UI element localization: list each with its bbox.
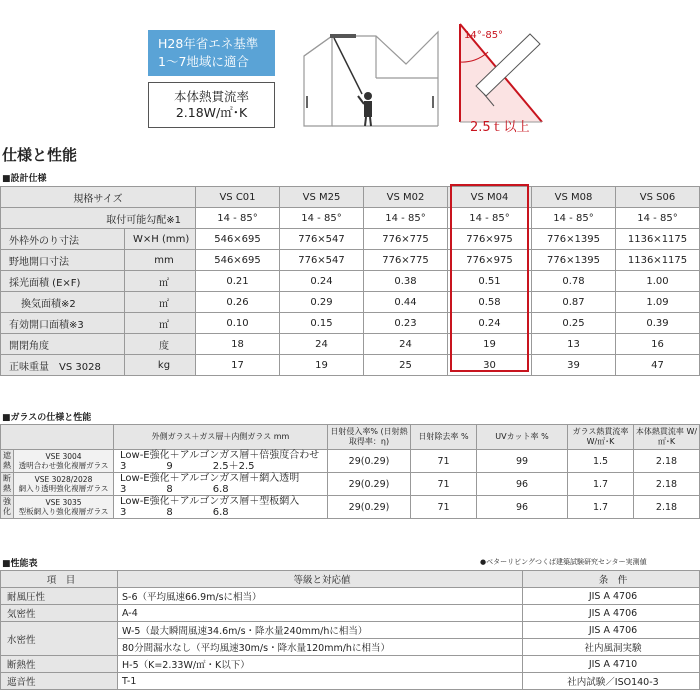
- table-row: [1, 450, 700, 473]
- value-cell: 1136×1175: [616, 250, 700, 271]
- value-cell: 71: [411, 450, 477, 473]
- model-cell: VS M04: [448, 187, 532, 208]
- glass-desc: 型板網入り強化複層ガラス: [18, 507, 109, 516]
- value-cell: 546×695: [196, 250, 280, 271]
- unit-cell: ㎡: [125, 292, 196, 313]
- glass-layers: Low-E強化＋アルゴンガス層＋型板網入: [120, 496, 300, 507]
- header-cell: 日射除去率 %: [411, 425, 477, 450]
- value-cell: 13: [532, 334, 616, 355]
- height-label: 2.5ｔ以上: [470, 120, 530, 135]
- glass-composition: [114, 496, 328, 519]
- table-row: [1, 656, 700, 673]
- glass-spec-table: [0, 424, 700, 519]
- value-cell: 19: [448, 334, 532, 355]
- energy-standard-badge: [148, 30, 275, 76]
- table-row: [1, 271, 700, 292]
- angle-label: 14°-85°: [464, 30, 504, 41]
- item-cell: 断熱性: [1, 656, 118, 673]
- side-label: 断熱: [1, 473, 14, 496]
- table-row: [1, 425, 700, 450]
- item-cell: 耐風圧性: [1, 588, 118, 605]
- table-row: [1, 473, 700, 496]
- glass-code: VSE 3035: [45, 498, 82, 507]
- header-cell: UVカット率 %: [477, 425, 568, 450]
- value-cell: 0.38: [364, 271, 448, 292]
- condition-cell: JIS A 4706: [523, 605, 700, 622]
- value-cell: 0.25: [532, 313, 616, 334]
- value-cell: 1.00: [616, 271, 700, 292]
- unit-cell: 度: [125, 334, 196, 355]
- value-cell: 1136×1175: [616, 229, 700, 250]
- glass-desc: 網入り透明強化複層ガラス: [18, 484, 109, 493]
- condition-cell: JIS A 4710: [523, 656, 700, 673]
- value-cell: 1.7: [568, 473, 634, 496]
- value-cell: 776×1395: [532, 250, 616, 271]
- model-cell: VS M02: [364, 187, 448, 208]
- row-label: 換気面積※2: [1, 292, 125, 313]
- row-label: 外枠外のり寸法: [1, 229, 125, 250]
- header-cell: 本体熱貫流率 W/㎡･K: [634, 425, 700, 450]
- value-cell: 0.87: [532, 292, 616, 313]
- glass-name: [14, 496, 114, 519]
- item-cell: 水密性: [1, 622, 118, 656]
- table-row: [1, 208, 700, 229]
- value-cell: 14 - 85°: [616, 208, 700, 229]
- value-cell: 19: [280, 355, 364, 376]
- value-cell: 96: [477, 473, 568, 496]
- model-cell: VS C01: [196, 187, 280, 208]
- table-row: [1, 588, 700, 605]
- condition-cell: 社内風洞実験: [523, 639, 700, 656]
- grade-cell: S-6（平均風速66.9m/sに相当）: [118, 588, 523, 605]
- value-cell: 30: [448, 355, 532, 376]
- value-cell: 14 - 85°: [364, 208, 448, 229]
- value-cell: 14 - 85°: [280, 208, 364, 229]
- value-cell: 18: [196, 334, 280, 355]
- performance-note: ●ベターリビングつくば建築試験研究センター実測値: [480, 558, 647, 566]
- grade-cell: W-5（最大瞬間風速34.6m/s・降水量240mm/hに相当）: [118, 622, 523, 639]
- value-cell: 776×775: [364, 229, 448, 250]
- value-cell: 0.29: [280, 292, 364, 313]
- value-cell: 0.44: [364, 292, 448, 313]
- value-cell: 47: [616, 355, 700, 376]
- value-cell: 14 - 85°: [532, 208, 616, 229]
- glass-desc: 透明合わせ強化複層ガラス: [18, 461, 109, 470]
- performance-table: [0, 570, 700, 690]
- row-label: 開閉角度: [1, 334, 125, 355]
- value-cell: 39: [532, 355, 616, 376]
- table-row: [1, 355, 700, 376]
- performance-title: ■性能表: [2, 559, 38, 569]
- value-cell: 776×547: [280, 229, 364, 250]
- value-cell: 25: [364, 355, 448, 376]
- section-title: 仕様と性能: [2, 146, 78, 164]
- value-cell: 29(0.29): [328, 496, 411, 519]
- unit-cell: kg: [125, 355, 196, 376]
- unit-cell: ㎡: [125, 271, 196, 292]
- value-cell: 1.09: [616, 292, 700, 313]
- value-cell: 776×975: [448, 250, 532, 271]
- value-cell: 0.21: [196, 271, 280, 292]
- value-cell: 0.39: [616, 313, 700, 334]
- table-row: [1, 622, 700, 639]
- glass-code: VSE 3028/2028: [34, 475, 93, 484]
- thermal-transmittance-box: [148, 82, 275, 128]
- header-cell: 条 件: [523, 571, 700, 588]
- row-label: 取付可能勾配※1: [1, 208, 196, 229]
- side-label: 強化: [1, 496, 14, 519]
- table-row: [1, 571, 700, 588]
- glass-layers: Low-E強化＋アルゴンガス層＋倍強度合わせ: [120, 450, 320, 461]
- condition-cell: JIS A 4706: [523, 622, 700, 639]
- glass-name: [14, 450, 114, 473]
- table-row: [1, 229, 700, 250]
- model-cell: VS M25: [280, 187, 364, 208]
- condition-cell: 社内試験／ISO140-3: [523, 673, 700, 690]
- value-cell: 16: [616, 334, 700, 355]
- row-label: 有効開口面積※3: [1, 313, 125, 334]
- value-cell: 0.58: [448, 292, 532, 313]
- glass-name: [14, 473, 114, 496]
- header-cell: 日射侵入率% (日射熱取得率：η): [328, 425, 411, 450]
- design-spec-title: ■設計仕様: [2, 174, 47, 184]
- glass-code: VSE 3004: [45, 452, 82, 461]
- glass-spec-title: ■ガラスの仕様と性能: [2, 413, 92, 423]
- unit-cell: W×H (mm): [125, 229, 196, 250]
- value-cell: 24: [280, 334, 364, 355]
- value-cell: 0.24: [280, 271, 364, 292]
- value-cell: 24: [364, 334, 448, 355]
- grade-cell: 80分間漏水なし（平均風速30m/s・降水量120mm/hに相当）: [118, 639, 523, 656]
- value-cell: 0.23: [364, 313, 448, 334]
- value-cell: 29(0.29): [328, 473, 411, 496]
- design-spec-table: [0, 186, 700, 376]
- value-cell: 99: [477, 450, 568, 473]
- glass-composition: [114, 473, 328, 496]
- glass-composition: [114, 450, 328, 473]
- value-cell: 0.10: [196, 313, 280, 334]
- table-row: [1, 250, 700, 271]
- header-cell: 項 目: [1, 571, 118, 588]
- value-cell: 0.26: [196, 292, 280, 313]
- value-cell: 776×547: [280, 250, 364, 271]
- row-label: 正味重量 VS 3028: [1, 355, 125, 376]
- value-cell: 2.18: [634, 473, 700, 496]
- value-cell: 0.15: [280, 313, 364, 334]
- value-cell: 776×1395: [532, 229, 616, 250]
- value-cell: 0.51: [448, 271, 532, 292]
- thermal-line-2: 2.18W/㎡･K: [175, 105, 248, 120]
- house-illustration: [296, 26, 446, 130]
- value-cell: 2.18: [634, 496, 700, 519]
- grade-cell: A-4: [118, 605, 523, 622]
- model-cell: VS M08: [532, 187, 616, 208]
- glass-layers: Low-E強化＋アルゴンガス層＋網入透明: [120, 473, 300, 484]
- grade-cell: T-1: [118, 673, 523, 690]
- thermal-line-1: 本体熱貫流率: [173, 89, 249, 104]
- value-cell: 776×775: [364, 250, 448, 271]
- table-row: [1, 334, 700, 355]
- header-cell: 外側ガラス＋ガス層＋内側ガラス mm: [114, 425, 328, 450]
- unit-cell: ㎡: [125, 313, 196, 334]
- value-cell: 1.7: [568, 496, 634, 519]
- row-label: 採光面積 (E×F): [1, 271, 125, 292]
- value-cell: 14 - 85°: [448, 208, 532, 229]
- value-cell: 29(0.29): [328, 450, 411, 473]
- value-cell: 0.78: [532, 271, 616, 292]
- row-label: 野地開口寸法: [1, 250, 125, 271]
- table-row: [1, 313, 700, 334]
- table-row: [1, 673, 700, 690]
- grade-cell: H-5（K=2.33W/㎡・K以下）: [118, 656, 523, 673]
- header-cell: 等級と対応値: [118, 571, 523, 588]
- glass-thickness: 3 8 6.8: [120, 484, 229, 495]
- table-row: [1, 496, 700, 519]
- value-cell: 546×695: [196, 229, 280, 250]
- value-cell: 17: [196, 355, 280, 376]
- table-row: [1, 292, 700, 313]
- glass-thickness: 3 9 2.5＋2.5: [120, 461, 255, 472]
- size-header: 規格サイズ: [1, 187, 196, 208]
- value-cell: 96: [477, 496, 568, 519]
- table-row: [1, 187, 700, 208]
- value-cell: 776×975: [448, 229, 532, 250]
- header-cell: ガラス熱貫流率 W/㎡･K: [568, 425, 634, 450]
- value-cell: 0.24: [448, 313, 532, 334]
- unit-cell: mm: [125, 250, 196, 271]
- value-cell: 71: [411, 496, 477, 519]
- value-cell: 71: [411, 473, 477, 496]
- value-cell: 14 - 85°: [196, 208, 280, 229]
- item-cell: 遮音性: [1, 673, 118, 690]
- model-cell: VS S06: [616, 187, 700, 208]
- badge-line-2: 1～7地域に適合: [158, 54, 249, 69]
- glass-thickness: 3 8 6.8: [120, 507, 229, 518]
- value-cell: 1.5: [568, 450, 634, 473]
- condition-cell: JIS A 4706: [523, 588, 700, 605]
- value-cell: 2.18: [634, 450, 700, 473]
- side-label: 遮熱: [1, 450, 14, 473]
- item-cell: 気密性: [1, 605, 118, 622]
- badge-line-1: H28年省エネ基準: [158, 36, 259, 51]
- table-row: [1, 605, 700, 622]
